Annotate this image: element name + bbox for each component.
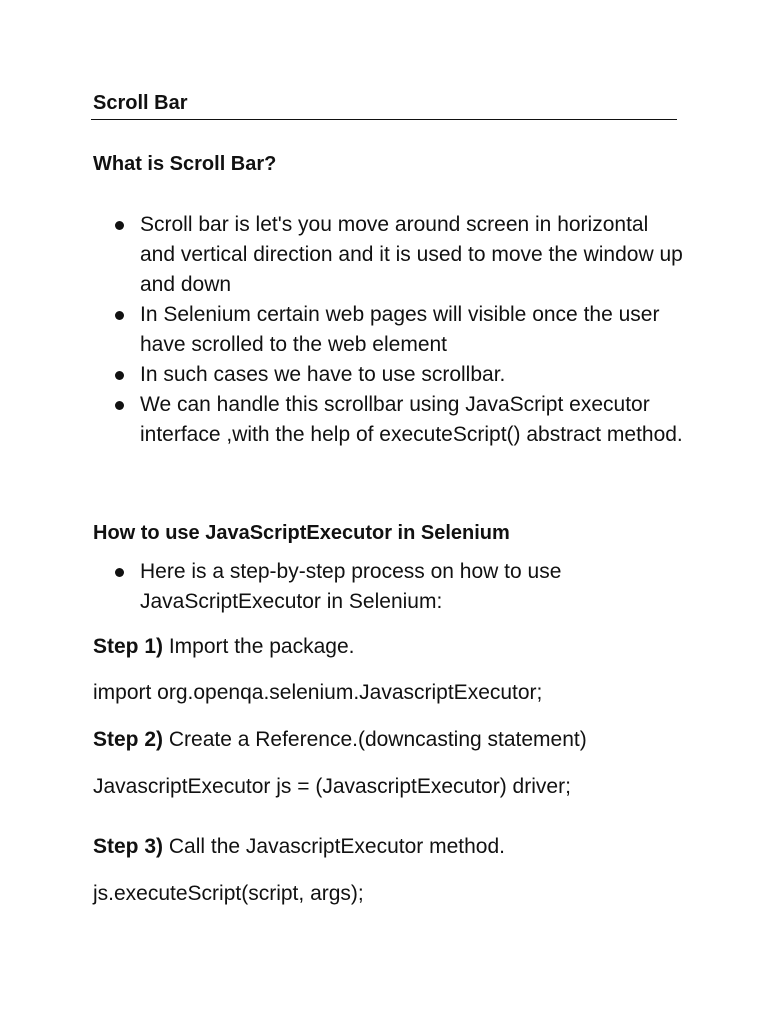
title-divider bbox=[91, 119, 677, 120]
list-item-text: In such cases we have to use scrollbar. bbox=[140, 363, 506, 386]
step-3 bbox=[93, 833, 505, 861]
step-description: Create a Reference.(downcasting statement) bbox=[163, 728, 587, 751]
bullet-icon bbox=[115, 568, 124, 577]
step-description: Import the package. bbox=[163, 635, 355, 658]
list-item-text: We can handle this scrollbar using JavaScript executor interface ,with the help of executeScript() abstract method. bbox=[140, 393, 683, 446]
code-line-3: js.executeScript(script, args); bbox=[93, 882, 364, 905]
code-line-2: JavascriptExecutor js = (JavascriptExecutor) driver; bbox=[93, 775, 571, 798]
scroll-bar-bullet-list bbox=[93, 210, 683, 450]
step-1 bbox=[93, 633, 354, 661]
step-label: Step 3) bbox=[93, 835, 164, 858]
list-item-text: In Selenium certain web pages will visible once the user have scrolled to the web element bbox=[140, 303, 660, 356]
step-description: Call the JavascriptExecutor method. bbox=[163, 835, 506, 858]
step-label: Step 1) bbox=[93, 635, 164, 658]
list-item bbox=[93, 210, 683, 300]
step-label: Step 2) bbox=[93, 728, 164, 751]
list-item bbox=[93, 557, 683, 617]
code-line-1: import org.openqa.selenium.JavascriptExecutor; bbox=[93, 681, 543, 704]
step-2 bbox=[93, 726, 587, 754]
list-item-text: Scroll bar is let's you move around screen in horizontal and vertical direction and it is used to move the window up and down bbox=[140, 213, 683, 296]
list-item-text: Here is a step-by-step process on how to use JavaScriptExecutor in Selenium: bbox=[140, 560, 562, 613]
section-heading-how-to-use: How to use JavaScriptExecutor in Selenium bbox=[93, 522, 510, 544]
bullet-icon bbox=[115, 311, 124, 320]
section-heading-what-is-scroll-bar: What is Scroll Bar? bbox=[93, 153, 277, 175]
list-item bbox=[93, 360, 683, 390]
list-item bbox=[93, 390, 683, 450]
document-title: Scroll Bar bbox=[93, 92, 188, 114]
bullet-icon bbox=[115, 371, 124, 380]
how-to-bullet-list bbox=[93, 557, 683, 617]
list-item bbox=[93, 300, 683, 360]
bullet-icon bbox=[115, 401, 124, 410]
bullet-icon bbox=[115, 221, 124, 230]
